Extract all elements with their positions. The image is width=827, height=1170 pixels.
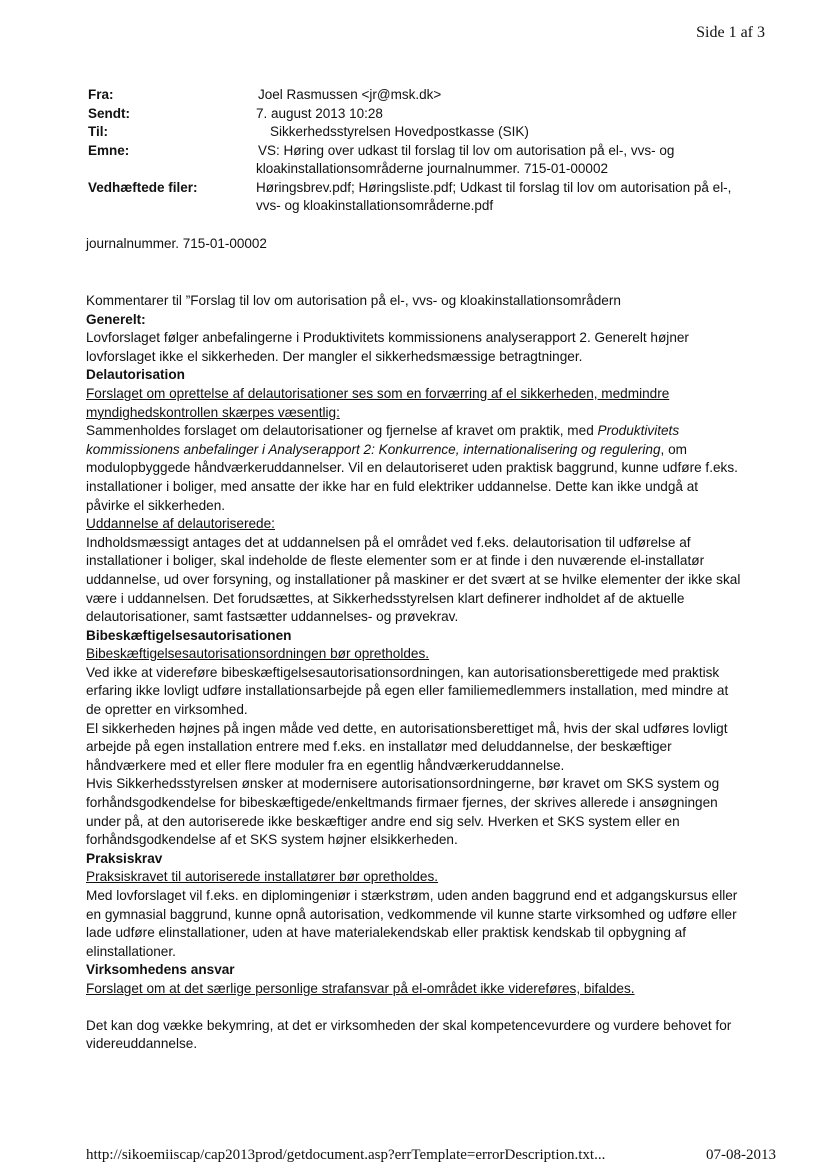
- italic-span: Produktivitets: [597, 423, 680, 439]
- heading-praksiskrav: Praksiskrav: [86, 850, 163, 866]
- subject-line-1: VS: Høring over udkast til forslag til lov om autorisation på el-, vvs- og: [258, 142, 675, 158]
- page-number: Side 1 af 3: [696, 24, 765, 41]
- to-value: Sikkerhedsstyrelsen Hovedpostkasse (SIK): [270, 124, 529, 139]
- paragraph-line: erfaring ikke lovligt udføre installationsarbejde på egen eller familiemedlemmers installation, med mindre at: [86, 683, 729, 699]
- to-label: Til:: [88, 124, 108, 139]
- to-row: [88, 123, 788, 142]
- subject-row: [88, 142, 788, 179]
- paragraph-line: videreuddannelse.: [86, 1036, 198, 1052]
- subject-line-2: kloakinstallationsområderne journalnummer. 715-01-00002: [256, 161, 608, 176]
- paragraph-line: arbejde på egen installation entrere med f.eks. en installatør med deluddannelse, der beskæftiger: [86, 739, 672, 755]
- paragraph-line: lovforslaget ikke el sikkerheden. Der mangler el sikkerhedsmæssige betragtninger.: [86, 348, 583, 364]
- paragraph-line: Indholdsmæssigt antages det at uddannelsen på el området ved f.eks. delautorisation til udførelse af: [86, 534, 691, 550]
- subject-label: Emne:: [88, 142, 130, 158]
- paragraph-line: Med lovforslaget vil f.eks. en diplomingeniør i stærkstrøm, uden anden baggrund end et adgangskursus eller: [86, 888, 738, 903]
- paragraph-line: elinstallationer.: [86, 943, 176, 959]
- footer-url: http://sikoemiiscap/cap2013prod/getdocument.asp?errTemplate=errorDescription.txt...: [86, 1147, 606, 1163]
- paragraph-line: de opretter en virksomhed.: [86, 702, 248, 718]
- heading-bibeskaeftigelse: Bibeskæftigelsesautorisationen: [86, 627, 292, 643]
- underlined-line: Forslaget om at det særlige personlige strafansvar på el-området ikke videreføres, bifaldes.: [86, 980, 635, 996]
- underlined-line: myndighedskontrollen skærpes væsentlig:: [86, 404, 340, 420]
- from-value: Joel Rasmussen <jr@msk.dk>: [258, 87, 442, 102]
- sent-label: Sendt:: [88, 105, 130, 121]
- paragraph-line: være i uddannelsen. Det forudsættes, at Sikkerhedsstyrelsen klart definerer indholdet af de aktuelle: [86, 590, 685, 606]
- page-footer: [86, 1147, 776, 1164]
- email-header: [88, 86, 788, 216]
- paragraph-line: installationer i boliger, skal indeholde de fleste elementer som er at finde i den nuværende el-installatør: [86, 553, 705, 569]
- paragraph-line: påvirke el sikkerheden.: [86, 497, 226, 513]
- paragraph-line: Hvis Sikkerhedsstyrelsen ønsker at modernisere autorisationsordningerne, bør kravet om SKS system og: [86, 776, 720, 792]
- attachments-row: [88, 179, 788, 216]
- attachments-line-2: vvs- og kloakinstallationsområderne.pdf: [256, 198, 494, 213]
- underlined-line: Praksiskravet til autoriserede installatører bør opretholdes.: [86, 869, 439, 885]
- text-span: , om: [660, 441, 687, 457]
- italic-span: kommissionens anbefalinger i Analyserapport 2: Konkurrence, internationalisering og regulering: [86, 441, 661, 457]
- sent-value: 7. august 2013 10:28: [256, 105, 383, 121]
- attachments-line-1: Høringsbrev.pdf; Høringsliste.pdf; Udkast til forslag til lov om autorisation på el-,: [256, 179, 732, 195]
- from-row: [88, 86, 788, 105]
- paragraph-line: lade udføre elinstallationer, uden at have materialekendskab eller praktisk kendskab til opbygning af: [86, 925, 686, 941]
- heading-generelt: Generelt:: [86, 311, 146, 327]
- paragraph-line: Ved ikke at videreføre bibeskæftigelsesautorisationsordningen, kan autorisationsberettigede med praktisk: [86, 664, 720, 680]
- paragraph-line: delautorisationer, samt fastsætter uddannelses- og prøvekrav.: [86, 609, 459, 625]
- paragraph-line: håndværkere med et eller flere moduler fra en egentlig håndværkeruddannelse.: [86, 757, 565, 773]
- paragraph-line: El sikkerheden højnes på ingen måde ved dette, en autorisationsberettiget må, hvis der skal udføres lovligt: [86, 720, 728, 736]
- attachments-value: [256, 179, 788, 216]
- paragraph-line: en gymnasial baggrund, kunne opnå autorisation, vedkommende vil kunne starte virksomhed og udføre eller: [86, 906, 737, 922]
- heading-virksomhedens-ansvar: Virksomhedens ansvar: [86, 962, 235, 978]
- paragraph-line: Det kan dog vække bekymring, at det er virksomheden der skal kompetencevurdere og vurdere behovet for: [86, 1017, 732, 1033]
- journal-number: journalnummer. 715-01-00002: [86, 236, 267, 251]
- heading-delautorisation: Delautorisation: [86, 367, 185, 383]
- intro-line: Kommentarer til ”Forslag til lov om autorisation på el-, vvs- og kloakinstallationsområdern: [86, 293, 621, 308]
- paragraph-line: forhåndsgodkendelse af et SKS system højner elsikkerheden.: [86, 832, 458, 848]
- paragraph-line: modulopbyggede håndværkeruddannelser. Vil en delautoriseret uden praktisk baggrund, kunne udføre f.eks.: [86, 460, 738, 476]
- paragraph-line: forhåndsgodkendelse for bibeskæftigede/enkeltmands firmaer fjernes, der skrives allerede i ansøgningen: [86, 795, 718, 811]
- paragraph-line: [86, 422, 776, 441]
- from-label: Fra:: [88, 87, 114, 102]
- paragraph-line: under på, at den autoriserede ikke beskæftiger andre end sig selv. Hverken et SKS system eller en: [86, 813, 680, 829]
- paragraph-line: uddannelse, ud over forsyning, og installationer på maskiner er det svært at se hvilke elementer der ikke skal: [86, 571, 741, 587]
- paragraph-line: Lovforslaget følger anbefalingerne i Produktivitets kommissionens analyserapport 2. Generelt højner: [86, 330, 689, 346]
- paragraph-line: installationer i boliger, med ansatte der ikke har en fuld elektriker uddannelse. Dette kan ikke undgå at: [86, 478, 699, 494]
- underlined-line: Uddannelse af delautoriserede:: [86, 516, 275, 532]
- underlined-line: Forslaget om oprettelse af delautorisationer ses som en forværring af el sikkerheden, medmindre: [86, 385, 670, 401]
- document-body: [86, 292, 776, 1054]
- text-span: Sammenholdes forslaget om delautorisationer og fjernelse af kravet om praktik, med: [86, 423, 598, 439]
- attachments-label: Vedhæftede filer:: [88, 179, 198, 195]
- paragraph-line: [86, 441, 776, 460]
- subject-value: [256, 142, 788, 179]
- spacer: [86, 999, 776, 1017]
- footer-date: 07-08-2013: [706, 1147, 776, 1163]
- sent-row: [88, 105, 788, 124]
- underlined-line: Bibeskæftigelsesautorisationsordningen bør opretholdes.: [86, 646, 430, 662]
